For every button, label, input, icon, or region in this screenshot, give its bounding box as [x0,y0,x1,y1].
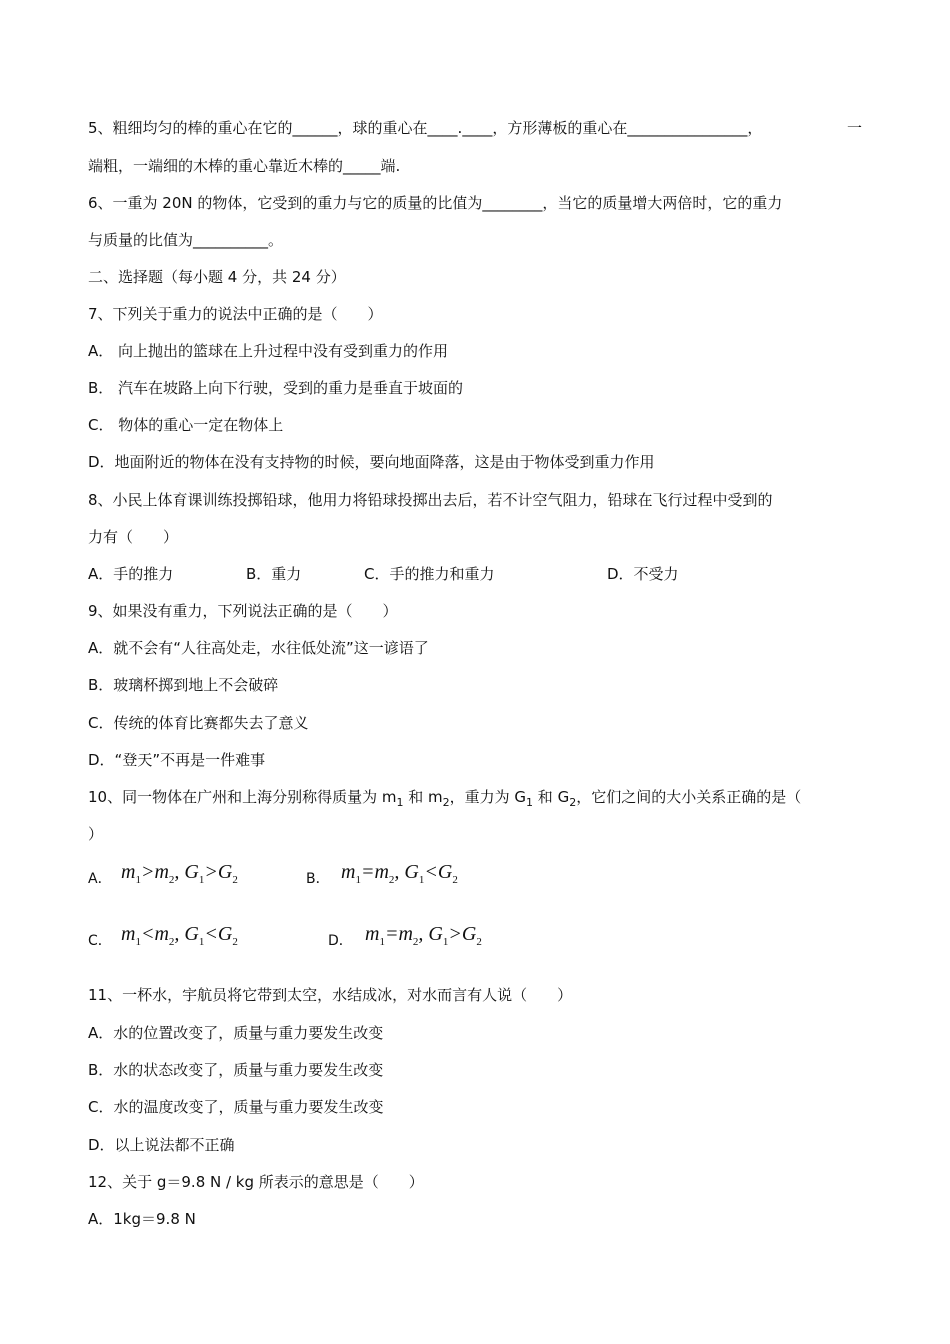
q12-option-a: A．1kg＝9.8 N [88,1210,196,1228]
q8-option-c: C．手的推力和重力 [364,565,495,583]
q10-label-c: C． [88,933,112,949]
q10-option-d-formula: $m_1=m_2$, $G_1>G_2$ [365,923,482,948]
q8-stem-line2: 力有（ ） [88,528,179,546]
q11-option-b: B．水的状态改变了，质量与重力要发生改变 [88,1061,384,1079]
q11-option-c: C．水的温度改变了，质量与重力要发生改变 [88,1098,384,1116]
q9-option-c: C．传统的体育比赛都失去了意义 [88,714,309,732]
q5-text-b: 一 [846,119,862,137]
q8-stem-line1: 8、小民上体育课训练投掷铅球，他用力将铅球投掷出去后，若不计空气阻力，铅球在飞行过程中受到的 [88,491,773,509]
q10-label-b: B． [306,871,330,887]
q9-option-d: D．“登天”不再是一件难事 [88,751,266,769]
q12-stem: 12、关于 g＝9.8 N / kg 所表示的意思是（ ） [88,1173,424,1191]
q11-stem: 11、一杯水，宇航员将它带到太空，水结成冰，对水而言有人说（ ） [88,986,573,1004]
q5-text-a: 5、粗细均匀的棒的重心在它的______，球的重心在____.____，方形薄板的重心在________________， [88,119,763,137]
q7-option-d: D．地面附近的物体在没有支持物的时候，要向地面降落，这是由于物体受到重力作用 [88,453,655,471]
q7-option-c: C． 物体的重心一定在物体上 [88,416,284,434]
q5-line1 [88,118,862,138]
q10-label-a: A． [88,871,112,887]
q11-option-a: A．水的位置改变了，质量与重力要发生改变 [88,1024,384,1042]
q9-option-a: A．就不会有“人往高处走，水往低处流”这一谚语了 [88,639,429,657]
q6-line2: 与质量的比值为__________。 [88,231,284,249]
q8-option-a: A．手的推力 [88,565,174,583]
q10-option-c-formula: $m_1<m_2$, $G_1<G_2$ [121,923,238,948]
q7-option-b: B． 汽车在坡路上向下行驶，受到的重力是垂直于坡面的 [88,379,464,397]
q8-option-d: D．不受力 [607,565,679,583]
q10-option-a-formula: $m_1>m_2$, $G_1>G_2$ [121,861,238,886]
q7-option-a: A． 向上抛出的篮球在上升过程中没有受到重力的作用 [88,342,449,360]
q9-stem: 9、如果没有重力，下列说法正确的是（ ） [88,602,398,620]
q10-label-d: D． [328,933,353,949]
q8-option-b: B．重力 [246,565,302,583]
q6-line1: 6、一重为 20N 的物体，它受到的重力与它的质量的比值为________，当它的质量增大两倍时，它的重力 [88,194,783,212]
q10-options-ab [88,858,788,888]
q10-option-b-formula: $m_1=m_2$, $G_1<G_2$ [341,861,458,886]
q10-options-cd [88,920,788,950]
section-heading: 二、选择题（每小题 4 分，共 24 分） [88,268,346,286]
q9-option-b: B．玻璃杯掷到地上不会破碎 [88,676,279,694]
q10-stem-line2: ） [88,825,104,843]
q11-option-d: D．以上说法都不正确 [88,1136,235,1154]
q7-stem: 7、下列关于重力的说法中正确的是（ ） [88,305,383,323]
q10-stem-line1: 10、同一物体在广州和上海分别称得质量为 $m_1$ 和 $m_2$，重力为 $G_1$ 和 $G_2$，它们之间的大小关系正确的是（ [88,788,802,809]
q5-line2: 端粗，一端细的木棒的重心靠近木棒的_____端. [88,157,401,175]
